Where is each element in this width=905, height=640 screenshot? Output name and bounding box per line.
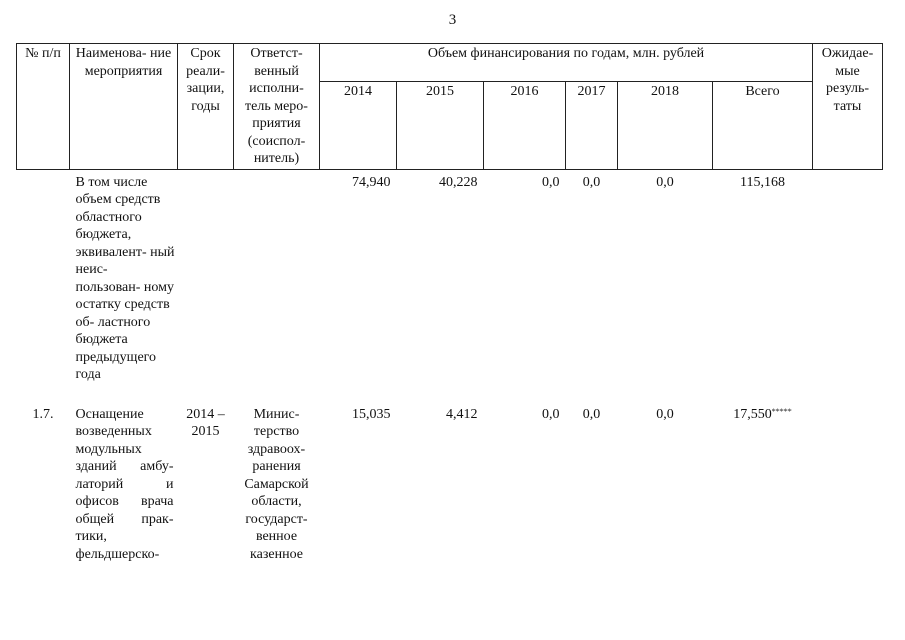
row-num: 1.7. xyxy=(32,406,54,422)
row-value-2016: 0,0 xyxy=(542,406,560,422)
financing-table xyxy=(16,43,883,563)
row-responsible: Минис- терство здравоох- ранения Самарской области, государст- венное казенное xyxy=(244,406,309,562)
row-name: В том числе объем средств областного бюджета, эквивалент- ный неис- пользован- ному остатку средств об- ластного бюджета предыдущего года xyxy=(75,174,175,382)
row-name: Оснащение возведенных модульных зданий амбу- латорий и офисов врача общей прак- тики, фельдшерско- xyxy=(75,406,174,562)
header-row-top xyxy=(17,44,883,82)
header-year-2016: 2016 xyxy=(484,82,566,169)
row-value-2014: 74,940 xyxy=(352,174,391,190)
row-value-2014: 15,035 xyxy=(352,406,391,422)
header-expected: Ожидае- мые резуль- таты xyxy=(813,44,883,170)
row-value-2017: 0,0 xyxy=(582,174,601,190)
header-num: № п/п xyxy=(17,44,70,170)
row-responsible xyxy=(234,169,320,402)
table-row xyxy=(17,402,883,564)
row-value-total xyxy=(713,402,813,564)
row-value-2016: 0,0 xyxy=(542,174,560,190)
header-year-2015: 2015 xyxy=(397,82,484,169)
header-year-2018: 2018 xyxy=(618,82,713,169)
header-name: Наименова- ние мероприятия xyxy=(70,44,178,170)
header-funding: Объем финансирования по годам, млн. рублей xyxy=(320,44,813,82)
header-total: Всего xyxy=(713,82,813,169)
row-value-2018: 0,0 xyxy=(656,406,674,422)
row-value-total xyxy=(713,169,813,402)
header-year-2014: 2014 xyxy=(320,82,397,169)
header-responsible: Ответст- венный исполни- тель меро- приятия (соиспол- нитель) xyxy=(234,44,320,170)
row-term: 2014 – 2015 xyxy=(186,406,225,439)
row-value-2017: 0,0 xyxy=(582,406,601,422)
row-value-2015: 4,412 xyxy=(446,406,478,422)
row-value-2015: 40,228 xyxy=(439,174,478,190)
header-term: Срок реали- зации, годы xyxy=(178,44,234,170)
row-num xyxy=(17,169,70,402)
row-expected xyxy=(813,402,883,564)
row-term xyxy=(178,169,234,402)
row-total-value: 115,168 xyxy=(740,174,785,190)
page-number: 3 xyxy=(448,12,457,28)
row-total-value: 17,550 xyxy=(733,406,772,422)
table-row xyxy=(17,169,883,402)
row-expected xyxy=(813,169,883,402)
header-year-2017: 2017 xyxy=(566,82,618,169)
row-value-2018: 0,0 xyxy=(656,174,674,190)
row-total-footnote-mark: ***** xyxy=(771,406,792,416)
